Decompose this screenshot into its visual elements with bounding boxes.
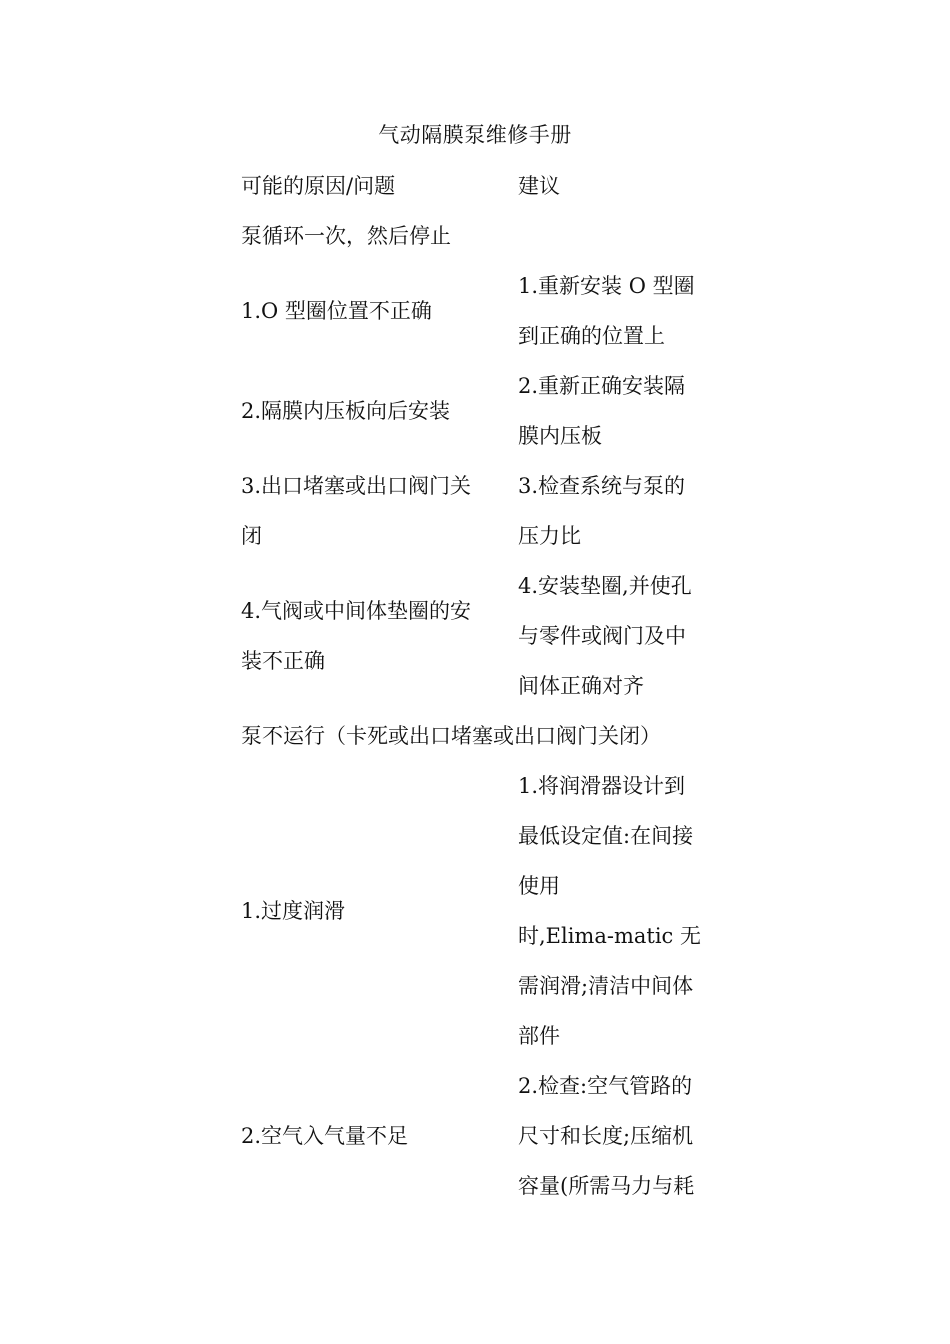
cause-cell: 1.O 型圈位置不正确 xyxy=(241,299,432,323)
cause-cell: 1.过度润滑 xyxy=(241,899,346,923)
suggestion-cell: 4.安装垫圈,并使孔 与零件或阀门及中 间体正确对齐 xyxy=(518,574,692,698)
table-row xyxy=(241,761,721,1061)
header-suggestion: 建议 xyxy=(518,174,560,198)
table-row xyxy=(241,561,721,711)
troubleshooting-table xyxy=(241,161,721,1211)
cause-cell: 3.出口堵塞或出口阀门关 闭 xyxy=(241,474,472,548)
cause-cell: 4.气阀或中间体垫圈的安 装不正确 xyxy=(241,599,472,673)
section-heading-row xyxy=(241,211,721,261)
table-row xyxy=(241,461,721,561)
header-cause: 可能的原因/问题 xyxy=(241,174,396,198)
section-heading: 泵不运行（卡死或出口堵塞或出口阀门关闭） xyxy=(241,724,661,748)
table-row xyxy=(241,1061,721,1211)
cause-cell: 2.空气入气量不足 xyxy=(241,1124,409,1148)
cause-cell: 2.隔膜内压板向后安装 xyxy=(241,399,451,423)
document-title: 气动隔膜泵维修手册 xyxy=(378,123,572,147)
suggestion-cell: 2.检查:空气管路的 尺寸和长度;压缩机 容量(所需马力与耗 xyxy=(518,1074,695,1198)
table-row xyxy=(241,361,721,461)
suggestion-cell: 2.重新正确安装隔 膜内压板 xyxy=(518,374,686,448)
table-row xyxy=(241,261,721,361)
section-heading: 泵循环一次，然后停止 xyxy=(241,224,451,248)
suggestion-cell: 1.将润滑器设计到 最低设定值:在间接 使用 时,Elima-matic 无 需润滑;清洁中间体 部件 xyxy=(518,774,701,1048)
suggestion-cell: 1.重新安装 O 型圈 到正确的位置上 xyxy=(518,274,695,348)
section-heading-row xyxy=(241,711,721,761)
suggestion-cell: 3.检查系统与泵的 压力比 xyxy=(518,474,686,548)
table-header-row xyxy=(241,161,721,211)
